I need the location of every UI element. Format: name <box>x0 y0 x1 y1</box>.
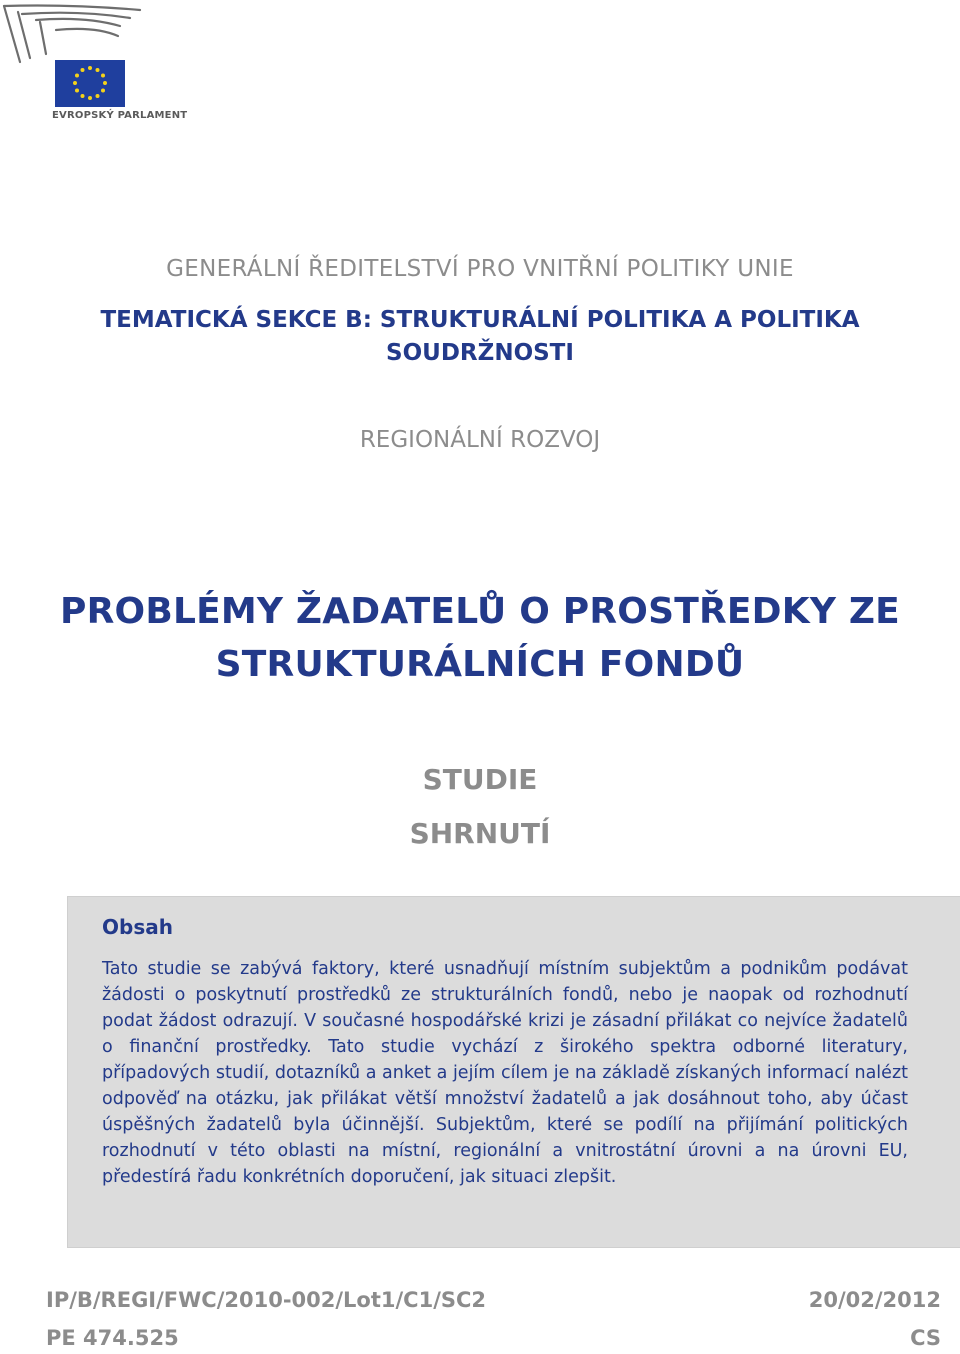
abstract-heading: Obsah <box>102 915 173 939</box>
abstract-box <box>67 896 960 1248</box>
document-title-line-1: PROBLÉMY ŽADATELŮ O PROSTŘEDKY ZE <box>60 591 900 632</box>
language-code: CS <box>910 1326 941 1350</box>
pe-number: PE 474.525 <box>46 1326 179 1350</box>
document-date: 20/02/2012 <box>808 1288 941 1312</box>
policy-department-line-2: SOUDRŽNOSTI <box>386 340 574 366</box>
document-title-line-2: STRUKTURÁLNÍCH FONDŮ <box>215 644 745 685</box>
document-reference: IP/B/REGI/FWC/2010-002/Lot1/C1/SC2 <box>46 1288 487 1312</box>
committee-name: REGIONÁLNÍ ROZVOJ <box>359 427 601 453</box>
european-parliament-logo <box>0 0 210 130</box>
abstract-text: Tato studie se zabývá faktory, které usnadňují místním subjektům a podnikům podávat žádosti o poskytnutí prostředků ze strukturálních fondů, nebo je naopak od rozhodnutí podat žádost odrazují. V současné hospodářské krizi je zásadní přilákat co nejvíce žadatelů o finanční prostředky. Tato studie vychází z širokého spektra odborné literatury, případových studií, dotazníků a anket a jejím cílem je na základě získaných informací nalézt odpověď na otázku, jak přilákat větší množství žadatelů a jak dosáhnout toho, aby účast úspěšných žadatelů byla účinnější. Subjektům, které se podílí na přijímání politických rozhodnutí v této oblasti na místní, regionální a vnitrostátní úrovni a na úrovni EU, předestírá řadu konkrétních doporučení, jak situaci zlepšit. <box>102 959 908 1187</box>
logo-caption: EVROPSKÝ PARLAMENT <box>52 110 188 121</box>
document-title <box>0 585 960 691</box>
document-type-study: STUDIE <box>422 763 538 796</box>
document-type-summary: SHRNUTÍ <box>409 817 551 850</box>
document-type <box>0 753 960 861</box>
policy-department-line-1: TEMATICKÁ SEKCE B: STRUKTURÁLNÍ POLITIKA A POLITIKA <box>100 307 860 333</box>
policy-department <box>0 304 960 370</box>
directorate-general: GENERÁLNÍ ŘEDITELSTVÍ PRO VNITŘNÍ POLITIKY UNIE <box>166 256 794 282</box>
